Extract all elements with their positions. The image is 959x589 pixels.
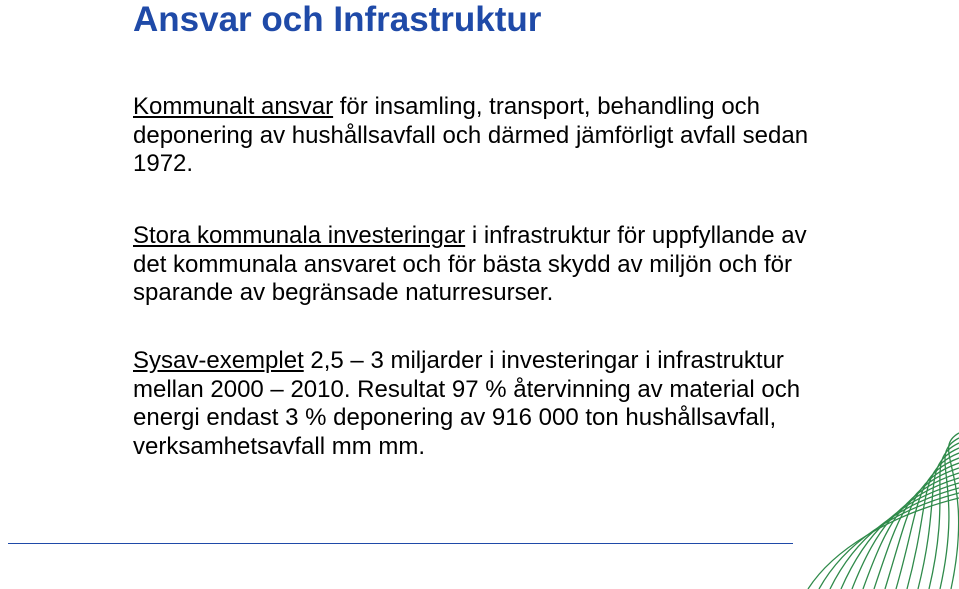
underlined-lead: Kommunalt ansvar <box>133 93 334 120</box>
paragraph-municipal-investments <box>133 222 807 308</box>
paragraph-line: energi endast 3 % deponering av 916 000 ton hushållsavfall, <box>133 404 777 431</box>
paragraph-line: det kommunala ansvaret och för bästa skydd av miljön och för <box>133 250 792 278</box>
decoration-curve <box>949 433 959 589</box>
line-text: för insamling, transport, behandling och <box>333 93 761 120</box>
paragraph-line <box>133 222 807 251</box>
slide-title: Ansvar och Infrastruktur <box>133 0 542 39</box>
decoration-curve <box>940 438 959 589</box>
paragraph-line: deponering av hushållsavfall och därmed jämförligt avfall sedan <box>133 121 809 149</box>
decoration-curve <box>874 468 959 589</box>
paragraph-line <box>133 93 808 122</box>
paragraph-line: sparande av begränsade naturresurser. <box>133 279 554 306</box>
paragraph-line <box>133 347 800 376</box>
paragraph-line: mellan 2000 – 2010. Resultat 97 % återvinning av material och <box>133 375 801 403</box>
line-text: i infrastruktur för uppfyllande av <box>465 222 807 249</box>
paragraph-line: 1972. <box>133 150 194 177</box>
underlined-lead: Sysav-exemplet <box>133 347 304 374</box>
paragraph-municipal-responsibility <box>133 93 808 179</box>
line-text: 2,5 – 3 miljarder i investeringar i infrastruktur <box>303 347 784 374</box>
decoration-curve <box>808 498 959 589</box>
footer-rule <box>8 543 793 544</box>
underlined-lead: Stora kommunala investeringar <box>133 222 466 249</box>
wave-lines-decoration <box>800 420 959 589</box>
paragraph-sysav-example <box>133 347 800 461</box>
paragraph-line: verksamhetsavfall mm mm. <box>133 432 426 460</box>
